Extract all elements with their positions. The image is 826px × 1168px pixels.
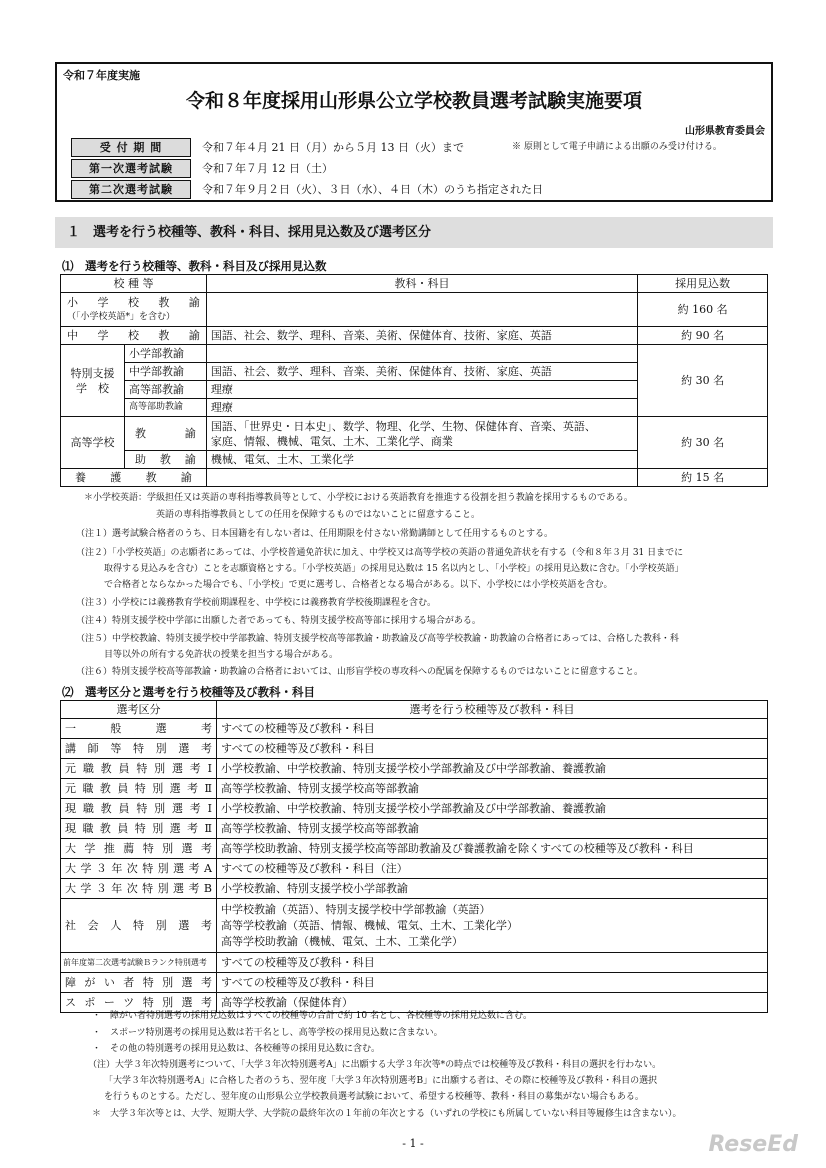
table-header-row — [61, 275, 768, 293]
note-line: ＊ 大学３年次等とは、大学、短期大学、大学院の最終年次の１年前の年次とする（いずれの学校にも所属していない科目等履修生は含まない）。 — [92, 1109, 682, 1119]
category-cell: 現 職 教 員 特 別 選 考 Ⅱ — [61, 819, 217, 839]
high-row-subjects: 機械、電気、土木、工業化学 — [206, 451, 637, 469]
category-cell: 大 学 ３ 年 次 特 別 選 考 A — [61, 859, 217, 879]
note-line: （注１）選考試験合格者のうち、日本国籍を有しない者は、任用期限を付さない常勤講師として任用するものとする。 — [76, 529, 554, 539]
table-row — [61, 859, 768, 879]
schedule-note-reception: ※ 原則として電子申請による出願のみ受け付ける。 — [512, 142, 722, 152]
header-box — [55, 62, 773, 202]
category-cell: ス ポ ー ツ 特 別 選 考 — [61, 993, 217, 1013]
category-cell: 前年度第二次選考試験Ｂランク特別選考 — [61, 953, 217, 973]
recruitment-table — [60, 274, 768, 487]
special-count: 約 30 名 — [638, 345, 768, 417]
nursing-subjects — [206, 469, 637, 487]
nursing-label: 養 護 教 諭 — [75, 471, 192, 484]
table-row — [61, 417, 768, 451]
special-row-subjects: 理療 — [206, 399, 637, 417]
note-line: ・ その他の特別選考の採用見込数は、各校種等の採用見込数に含む。 — [92, 1044, 381, 1054]
note-line: （注）大学３年次特別選考について、「大学３年次特別選考A」に出願する大学３年次等*の時点では校種等及び教科・科目の選択を行わない。 — [88, 1060, 662, 1070]
note-line: （注４）特別支援学校中学部に出願した者であっても、特別支援学校高等部に採用する場合がある。 — [76, 616, 481, 626]
content-cell: 中学校教諭（英語）、特別支援学校中学部教諭（英語） 高等学校教諭（英語、情報、機械、電気、土木、工業化学） 高等学校助教諭（機械、電気、土木、工業化学） — [216, 899, 767, 953]
schedule-label-second: 第二次選考試験 — [71, 180, 191, 199]
high-row-label: 教 諭 — [124, 417, 206, 451]
note-line: を行うものとする。ただし、翌年度の山形県公立学校教員選考試験において、希望する校種等、教科・科目の募集がない場合もある。 — [104, 1092, 644, 1102]
resed-logo: ReseEd — [708, 1132, 798, 1157]
schedule-label-reception: 受 付 期 間 — [71, 138, 191, 157]
content-cell: 小学校教諭、中学校教諭、特別支援学校小学部教諭及び中学部教諭、養護教諭 — [216, 799, 767, 819]
table-header-row — [61, 701, 768, 719]
category-cell: 元 職 教 員 特 別 選 考 Ⅱ — [61, 779, 217, 799]
table-row — [61, 779, 768, 799]
category-cell: 障 が い 者 特 別 選 考 — [61, 973, 217, 993]
note-line: （注５）中学校教諭、特別支援学校中学部教諭、特別支援学校高等部教諭・助教諭及び高等学校教諭・助教諭の合格者にあっては、合格した教科・科 — [76, 634, 679, 644]
content-cell: すべての校種等及び教科・科目 — [216, 739, 767, 759]
organization: 山形県教育委員会 — [685, 126, 765, 137]
col-header-category: 選考区分 — [61, 701, 217, 719]
elementary-cell — [61, 293, 207, 327]
page-title: 令和８年度採用山形県公立学校教員選考試験実施要項 — [185, 90, 642, 112]
note-line: （注３）小学校には義務教育学校前期課程を、中学校には義務教育学校後期課程を含む。 — [76, 598, 437, 608]
note-line: 取得する見込みを含む）ことを志願資格とする。「小学校英語」の採用見込数は 15 名以内とし、「小学校」の採用見込数に含む。「小学校英語」 — [104, 564, 684, 574]
schedule-label-first: 第一次選考試験 — [71, 159, 191, 178]
high-count: 約 30 名 — [638, 417, 768, 469]
content-cell: 小学校教諭、特別支援学校小学部教諭 — [216, 879, 767, 899]
table-row — [61, 973, 768, 993]
note-line: ・ スポーツ特別選考の採用見込数は若干名とし、高等学校の採用見込数に含まない。 — [92, 1028, 443, 1038]
table-row — [61, 953, 768, 973]
special-row-subjects — [206, 345, 637, 363]
note-line: ＊小学校英語：学級担任又は英語の専科指導教員等として、小学校における英語教育を推進する役割を担う教諭を採用するものである。 — [84, 493, 633, 503]
junior-count: 約 90 名 — [638, 327, 768, 345]
elementary-count: 約 160 名 — [638, 293, 768, 327]
category-cell: 大 学 推 薦 特 別 選 考 — [61, 839, 217, 859]
note-line: 英語の専科指導教員としての任用を保障するものではないことに留意すること。 — [156, 510, 481, 520]
content-cell: 小学校教諭、中学校教諭、特別支援学校小学部教諭及び中学部教諭、養護教諭 — [216, 759, 767, 779]
selection-category-table — [60, 700, 768, 1013]
high-row-label: 助 教 諭 — [124, 451, 206, 469]
note-line: 「大学３年次特別選考A」に合格した者のうち、翌年度「大学３年次特別選考B」に出願する者は、その際に校種等及び教科・科目の選択 — [104, 1076, 658, 1086]
note-line: （注２）「小学校英語」の志願者にあっては、小学校普通免許状に加え、中学校又は高等学校の英語の普通免許状を有する（令和８年３月 31 日までに — [76, 548, 684, 558]
note-line: 目等以外の所有する免許状の授業を担当する場合がある。 — [104, 650, 339, 660]
table-row — [61, 739, 768, 759]
table-row — [61, 759, 768, 779]
subsection-1-heading: ⑴ 選考を行う校種等、教科・科目及び採用見込数 — [62, 259, 327, 273]
elementary-note: （「小学校英語*」を含む） — [67, 311, 176, 322]
content-cell: すべての校種等及び教科・科目 — [216, 719, 767, 739]
special-row-subjects: 国語、社会、数学、理科、音楽、美術、保健体育、技術、家庭、英語 — [206, 363, 637, 381]
table-row — [61, 293, 768, 327]
schedule-value-second: 令和７年９月２日（火）、３日（水）、４日（木）のうち指定された日 — [202, 183, 543, 196]
nursing-cell — [61, 469, 207, 487]
elementary-label: 小 学 校 教 諭 — [67, 295, 200, 309]
note-line: （注６）特別支援学校高等部教諭・助教諭の合格者においては、山形盲学校の専攻科への配属を保障するものではないことに留意すること。 — [76, 667, 644, 677]
special-row-label: 高等部助教諭 — [124, 399, 206, 417]
col-header-count: 採用見込数 — [638, 275, 768, 293]
special-row-subjects: 理療 — [206, 381, 637, 399]
content-cell: すべての校種等及び教科・科目 — [216, 953, 767, 973]
note-line: ・ 障がい者特別選考の採用見込数はすべての校種等の合計で約 10 名とし、各校種等の採用見込数に含む。 — [92, 1011, 532, 1021]
table-row — [61, 899, 768, 953]
special-row-label: 小学部教諭 — [124, 345, 206, 363]
high-row-subjects: 国語、「世界史・日本史」、数学、物理、化学、生物、保健体育、音楽、英語、 家庭、情報、機械、電気、土木、工業化学、商業 — [206, 417, 637, 451]
special-row-label: 高等部教諭 — [124, 381, 206, 399]
table-row — [61, 345, 768, 363]
table-row — [61, 719, 768, 739]
table-row — [61, 879, 768, 899]
category-cell: 元 職 教 員 特 別 選 考 Ⅰ — [61, 759, 217, 779]
table-row — [61, 819, 768, 839]
table-row — [61, 799, 768, 819]
category-cell: 講 師 等 特 別 選 考 — [61, 739, 217, 759]
schedule-value-first: 令和７年７月 12 日（土） — [202, 162, 333, 175]
content-cell: すべての校種等及び教科・科目（注） — [216, 859, 767, 879]
content-cell: 高等学校教諭（保健体育） — [216, 993, 767, 1013]
note-line: で合格者とならなかった場合でも、「小学校」で更に選考し、合格者となる場合がある。以下、小学校には小学校英語を含む。 — [104, 580, 613, 590]
nursing-count: 約 15 名 — [638, 469, 768, 487]
junior-cell — [61, 327, 207, 345]
content-cell: すべての校種等及び教科・科目 — [216, 973, 767, 993]
junior-subjects: 国語、社会、数学、理科、音楽、美術、保健体育、技術、家庭、英語 — [206, 327, 637, 345]
content-cell: 高等学校教諭、特別支援学校高等部教諭 — [216, 779, 767, 799]
content-cell: 高等学校教諭、特別支援学校高等部教諭 — [216, 819, 767, 839]
special-row-label: 中学部教諭 — [124, 363, 206, 381]
category-cell: 社 会 人 特 別 選 考 — [61, 899, 217, 953]
table-row — [61, 839, 768, 859]
col-header-school-type: 校 種 等 — [61, 275, 207, 293]
col-header-subjects: 教科・科目 — [206, 275, 637, 293]
table-row — [61, 327, 768, 345]
col-header-content: 選考を行う校種等及び教科・科目 — [216, 701, 767, 719]
category-cell: 一 般 選 考 — [61, 719, 217, 739]
section-1-heading: １ 選考を行う校種等、教科・科目、採用見込数及び選考区分 — [55, 217, 773, 248]
year-label: 令和７年度実施 — [63, 69, 140, 82]
content-cell: 高等学校助教諭、特別支援学校高等部助教諭及び養護教諭を除くすべての校種等及び教科・科目 — [216, 839, 767, 859]
junior-label: 中 学 校 教 諭 — [67, 329, 200, 342]
high-label: 高等学校 — [61, 417, 125, 469]
elementary-subjects — [206, 293, 637, 327]
schedule-value-reception: 令和７年４月 21 日（月）から５月 13 日（火）まで — [202, 141, 464, 154]
subsection-2-heading: ⑵ 選考区分と選考を行う校種等及び教科・科目 — [62, 685, 315, 699]
category-cell: 大 学 ３ 年 次 特 別 選 考 B — [61, 879, 217, 899]
category-cell: 現 職 教 員 特 別 選 考 Ⅰ — [61, 799, 217, 819]
page-number: - 1 - — [402, 1137, 424, 1150]
table-row — [61, 469, 768, 487]
special-label: 特別支援学 校 — [61, 345, 125, 417]
